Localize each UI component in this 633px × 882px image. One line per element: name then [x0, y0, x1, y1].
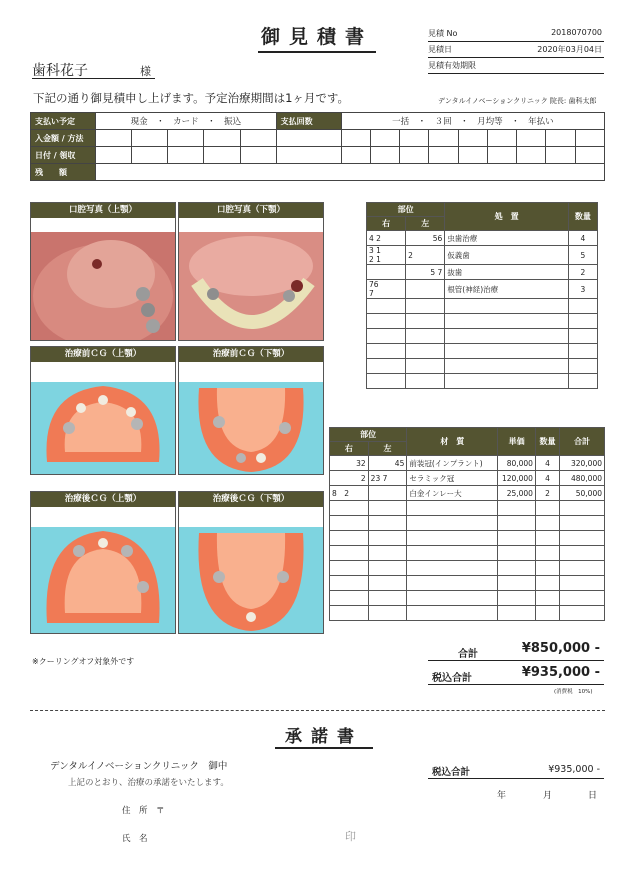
treatment-qty: 4: [568, 231, 597, 246]
photo-label: 口腔写真（下顎）: [179, 203, 323, 218]
material-total: 50,000: [560, 486, 605, 501]
site-right: 8 2: [330, 486, 369, 501]
acceptance-to: デンタルイノベーションクリニック 御中: [50, 761, 228, 772]
left-header: 左: [368, 442, 407, 456]
taxed-label: 税込合計: [432, 673, 472, 684]
acceptance-body: 上記のとおり、治療の承諾をいたします。: [68, 778, 229, 788]
photo-label: 治療後ＣＧ（下顎）: [179, 492, 323, 507]
treatment-name: 仮義歯: [445, 246, 569, 265]
payment-row: [31, 147, 605, 164]
cg-image: [179, 382, 323, 474]
site-left: 45: [368, 456, 407, 471]
table-row: [367, 265, 598, 280]
material-unit: 80,000: [498, 456, 536, 471]
honorific: 様: [140, 65, 151, 78]
cg-image: [31, 527, 175, 633]
acceptance-total-row: [428, 760, 604, 779]
subtotal-row: [428, 640, 604, 661]
estimate-expiry: [428, 60, 604, 74]
address-label: 住 所 〒: [122, 806, 165, 816]
cg-image: [179, 527, 323, 633]
table-row: [367, 231, 598, 246]
cooling-off-note: ※クーリングオフ対象外です: [32, 657, 135, 666]
material-unit: 120,000: [498, 471, 536, 486]
unit-header: 単価: [498, 428, 536, 456]
treatment-header: 処 置: [445, 203, 569, 231]
left-header: 左: [406, 217, 445, 231]
intro-text: 下記の通り御見積申し上げます。予定治療期間は1ヶ月です。: [33, 91, 349, 105]
site-left: [406, 280, 445, 299]
meta-label: 見積有効期限: [428, 61, 476, 70]
material-name: セラミック冠: [407, 471, 498, 486]
material-name: 白金インレー大: [407, 486, 498, 501]
photo-cg-after-upper: [30, 491, 176, 634]
upper-jaw-photo: [31, 232, 175, 340]
plan-options: 現金 ・ カード ・ 振込: [96, 113, 277, 130]
cut-line: [30, 710, 605, 711]
month-label: 月: [543, 791, 553, 801]
site-left: 23 7: [368, 471, 407, 486]
total-header: 合計: [560, 428, 605, 456]
right-header: 右: [367, 217, 406, 231]
meta-value: 2018070700: [551, 28, 602, 37]
treatment-name: 根管(神経)治療: [445, 280, 569, 299]
material-name: 前装冠(インプラント): [407, 456, 498, 471]
photo-cg-after-lower: [178, 491, 324, 634]
material-qty: 4: [535, 456, 559, 471]
treatment-qty: 3: [568, 280, 597, 299]
material-qty: 2: [535, 486, 559, 501]
treatment-qty: 2: [568, 265, 597, 280]
site-left: 56: [406, 231, 445, 246]
right-header: 右: [330, 442, 369, 456]
patient-name-field: [32, 60, 155, 79]
subtotal-label: 合計: [458, 649, 478, 660]
payment-row: [31, 130, 605, 147]
treatment-qty: 5: [568, 246, 597, 265]
subtotal-value: ¥850,000 -: [521, 641, 600, 656]
acceptance-title: 承諾書: [275, 722, 373, 749]
table-row: [367, 246, 598, 265]
material-qty: 4: [535, 471, 559, 486]
seal-mark: 印: [345, 830, 356, 843]
estimate-number: [428, 28, 604, 42]
count-label: 支払回数: [276, 113, 341, 130]
site-right: 76 7: [367, 280, 406, 299]
row-label: 残 額: [31, 164, 96, 181]
name-label: 氏 名: [122, 834, 148, 844]
site-right: 32: [330, 456, 369, 471]
year-label: 年: [497, 791, 507, 801]
table-row: [330, 456, 605, 471]
site-left: [368, 486, 407, 501]
day-label: 日: [588, 791, 598, 801]
count-options: 一括 ・ ３回 ・ 月均等 ・ 年払い: [341, 113, 604, 130]
material-total: 480,000: [560, 471, 605, 486]
photo-lower-intraoral: [178, 202, 324, 341]
document-title: 御見積書: [258, 22, 376, 53]
treatment-name: 抜歯: [445, 265, 569, 280]
site-left: 2: [406, 246, 445, 265]
meta-value: 2020年03月04日: [537, 45, 602, 54]
plan-label: 支払い予定: [31, 113, 96, 130]
site-right: 3 1 2 1: [367, 246, 406, 265]
site-left: 5 7: [406, 265, 445, 280]
meta-label: 見積 No: [428, 29, 458, 38]
payment-table: [30, 112, 605, 181]
estimate-date: [428, 44, 604, 58]
meta-label: 見積日: [428, 45, 452, 54]
tax-note: (消費税 10%): [554, 689, 593, 695]
taxed-value: ¥935,000 -: [521, 665, 600, 680]
taxed-total-row: [428, 664, 604, 685]
photo-upper-intraoral: [30, 202, 176, 341]
treatment-table: [366, 202, 598, 389]
treatment-name: 虫歯治療: [445, 231, 569, 246]
site-right: 2: [330, 471, 369, 486]
table-row: [330, 486, 605, 501]
site-right: 4 2: [367, 231, 406, 246]
photo-label: 治療前ＣＧ（上顎）: [31, 347, 175, 362]
site-header: 部位: [330, 428, 407, 442]
photo-cg-before-upper: [30, 346, 176, 475]
cg-image: [31, 382, 175, 474]
lower-jaw-photo: [179, 232, 323, 340]
row-label: 日付 / 領収: [31, 147, 96, 164]
taxed-label: 税込合計: [432, 767, 471, 778]
payment-row: [31, 164, 605, 181]
table-row: [367, 280, 598, 299]
photo-label: 治療後ＣＧ（上顎）: [31, 492, 175, 507]
material-total: 320,000: [560, 456, 605, 471]
site-header: 部位: [367, 203, 445, 217]
table-row: [330, 471, 605, 486]
patient-name: 歯科花子: [32, 63, 88, 79]
qty-header: 数量: [535, 428, 559, 456]
photo-cg-before-lower: [178, 346, 324, 475]
clinic-line: デンタルイノベーションクリニック 院長: 歯科太郎: [438, 97, 597, 105]
site-right: [367, 265, 406, 280]
taxed-value: ¥935,000 -: [548, 764, 600, 775]
photo-label: 治療前ＣＧ（下顎）: [179, 347, 323, 362]
material-header: 材 質: [407, 428, 498, 456]
row-label: 入金額 / 方法: [31, 130, 96, 147]
photo-label: 口腔写真（上顎）: [31, 203, 175, 218]
qty-header: 数量: [568, 203, 597, 231]
material-table: [329, 427, 605, 621]
material-unit: 25,000: [498, 486, 536, 501]
